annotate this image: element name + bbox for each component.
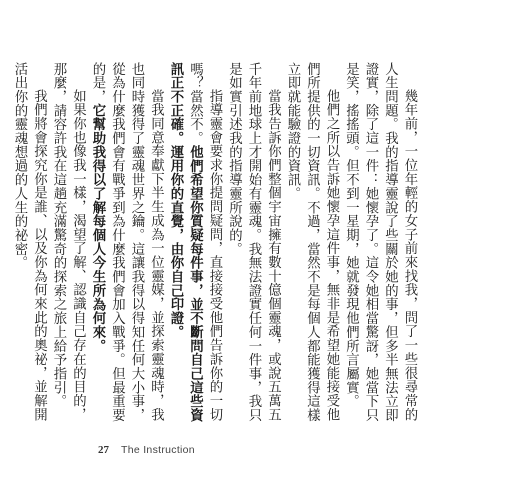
text-run: 幾年前，一位年輕的女子前來找我，問了一些很尋常的人生問題。我的指導靈說了些關於她的事，但多半無法立即證實，除了這一件：她懷孕了。這令她相當驚訝，她當下只是笑，搖搖頭。但不到一星期，她就發現他們所言屬實。 — [343, 62, 417, 423]
text-run: 當我同意奉獻下半生成為一位靈媒，並探索靈魂時，我也同時獲得了靈魂世界之鑰。這讓我得以得知任何大小事，從為什麼我們會有戰爭到為什麼我們會加入戰爭。但最重要的是， — [90, 62, 164, 423]
paragraph — [341, 62, 419, 428]
page-number: 27 — [98, 444, 109, 456]
bold-text-run: 它幫助我得以了解每個人今生所為何來。 — [90, 103, 105, 353]
text-run: 當我告訴你們整個宇宙擁有數十億個靈魂，或說五萬五千年前地球上才開始有靈魂。我無法證實任何一件事，我只是如實引述我的指導靈所說的。 — [226, 62, 281, 423]
paragraph — [88, 62, 166, 428]
page-footer — [98, 444, 195, 456]
text-run: 他們之所以告訴她懷孕這件事，無非是希望她能接受他們所提供的一切資訊。不過，當然不是每個人都能獲得這樣立即就能驗證的資訊。 — [285, 62, 339, 423]
running-title: The Instruction — [121, 444, 195, 456]
paragraph — [283, 62, 342, 428]
vertical-body-text — [12, 62, 419, 428]
text-run: 我們將會探究你是誰、以及你為何來此的奧祕，並解開活出你的靈魂想過的人生的祕密。 — [12, 62, 47, 422]
paragraph — [49, 62, 88, 428]
text-run: 指導靈會要求你提問疑問，直接接受他們告訴你的一切嗎？當然不。 — [187, 62, 222, 422]
paragraph — [166, 62, 225, 428]
text-run: 如果你也像我一樣，渴望了解、認識自己存在的目的，那麼，請容許我在這趟充滿驚奇的探索之旅上給予指引。 — [51, 62, 86, 422]
bold-text-run: 他們希望你質疑每件事，並不斷問自己這些資訊正不正確。運用你的直覺，由你自己印證。 — [168, 62, 203, 423]
paragraph — [10, 62, 49, 428]
paragraph — [224, 62, 283, 428]
